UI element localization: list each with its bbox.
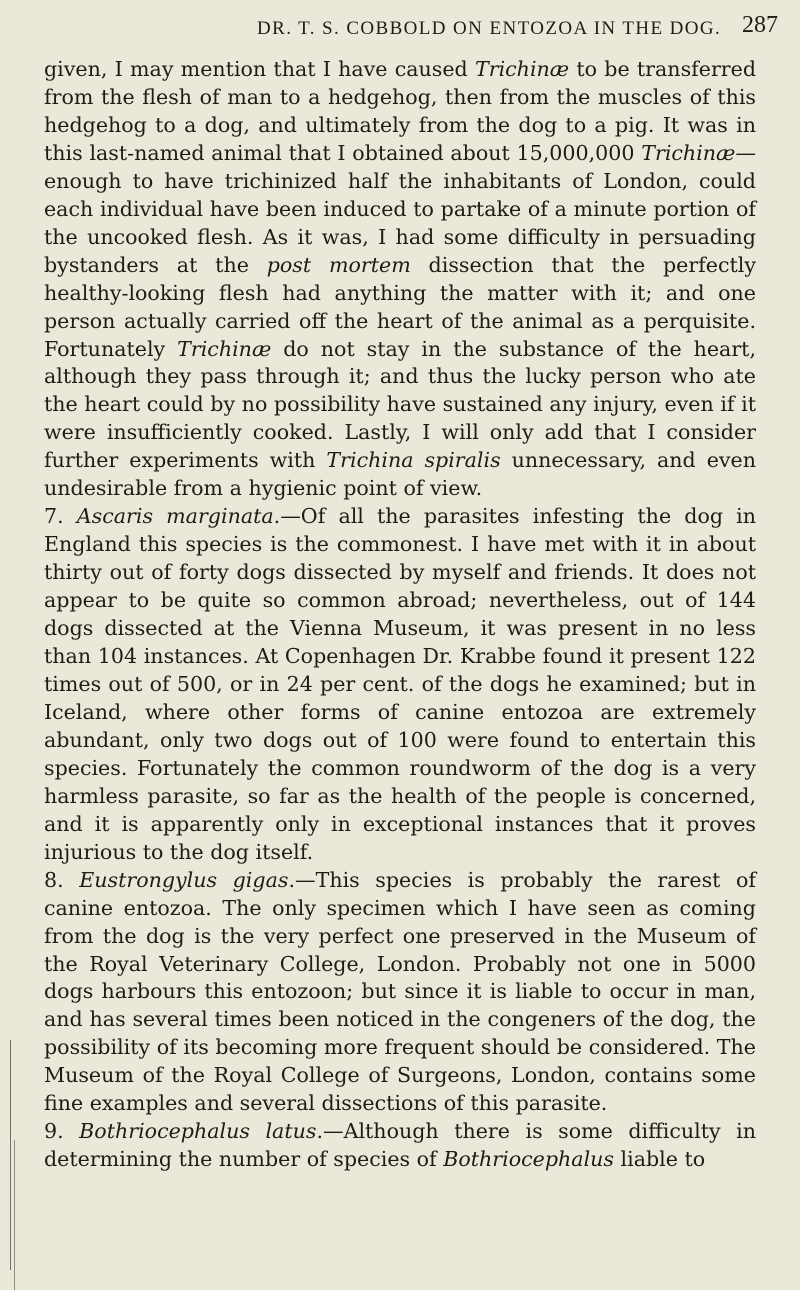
paragraph-bothriocephalus-latus: [44, 1118, 756, 1174]
text-run: .—Of all the parasites infesting the dog in England this species is the commonest. I have met with it in about thirty out of forty dogs dissected by myself and friends. It does not appear to be quite so common abroad; nevertheless, out of 144 dogs dissected at the Vienna Museum, it was present in no less than 104 instances. At Copenhagen Dr. Krabbe found it present 122 times out of 500, or in 24 per cent. of the dogs he examined; but in Iceland, where other forms of canine entozoa are extremely abundant, only two dogs out of 100 were found to entertain this species. Fortunately the common roundworm of the dog is a very harmless parasite, so far as the health of the people is concerned, and it is apparently only in exceptional instances that it proves injurious to the dog itself.: [44, 504, 756, 864]
italic-text-run: Trichinæ: [177, 336, 272, 361]
page-edge-mark: [14, 1140, 15, 1290]
italic-text-run: Ascaris marginata: [76, 504, 274, 529]
italic-text-run: Trichinæ: [474, 57, 570, 81]
paragraph-ascaris-marginata: [44, 503, 756, 866]
text-run: liable to: [613, 1147, 706, 1172]
italic-text-run: Trichinæ: [641, 140, 736, 165]
text-run: 7.: [44, 504, 77, 529]
text-run: .—This species is probably the rarest of canine entozoa. The only specimen which I have seen as coming from the dog is the very perfect one preserved in the Museum of the Royal Veterinary College, London. Probably not one in 5000 dogs harbours this entozoon; but since it is liable to occur in man, and has several times been noticed in the congeners of the dog, the possibility of its becoming more frequent should be considered. The Museum of the Royal College of Surgeons, London, contains some fine examples and several dissections of this parasite.: [44, 867, 757, 1116]
paragraph-eustrongylus-gigas: [44, 867, 756, 1119]
text-run: do not stay in the substance of the heart, although they pass through it; and thus the lucky person who ate the heart could by no possibility have sustained any injury, even if it were insufficiently cooked. Lastly, I will only add that I consider further experiments with: [44, 336, 756, 473]
text-run: dissection that the perfectly healthy-looking flesh had anything the matter with it; and one person actually carried off the heart of the animal as a perquisite. Fortunately: [44, 252, 757, 361]
italic-text-run: Eustrongylus gigas: [79, 867, 289, 892]
running-head: DR. T. S. COBBOLD ON ENTOZOA IN THE DOG.: [257, 18, 722, 39]
text-run: —enough to have trichinized half the inhabitants of London, could each individual have been induced to partake of a minute portion of the uncooked flesh. As it was, I had some difficulty in persuading bystanders at the: [44, 140, 756, 277]
page-header: [0, 8, 800, 48]
text-run: 8.: [44, 867, 80, 892]
page-number: 287: [742, 12, 778, 38]
italic-text-run: Bothriocephalus latus: [79, 1119, 317, 1144]
text-run: to be transferred from the flesh of man to a hedgehog, then from the muscles of this hedgehog to a dog, and ultimately from the dog to a pig. It was in this last-named animal that I obtained about 15,000,000: [44, 57, 757, 165]
italic-text-run: post mortem: [266, 252, 411, 277]
text-run: 9.: [44, 1119, 80, 1144]
italic-text-run: Bothriocephalus: [443, 1147, 614, 1172]
text-run: given, I may mention that I have caused: [44, 57, 475, 81]
italic-text-run: Trichina spiralis: [326, 448, 501, 473]
body-text: [44, 56, 756, 1174]
page-edge-mark: [10, 1040, 11, 1270]
text-run: unnecessary, and even undesirable from a hygienic point of view.: [44, 448, 756, 501]
paragraph-trichina-continued: [44, 56, 756, 503]
text-run: .—Although there is some difficulty in determining the number of species of: [44, 1119, 757, 1172]
